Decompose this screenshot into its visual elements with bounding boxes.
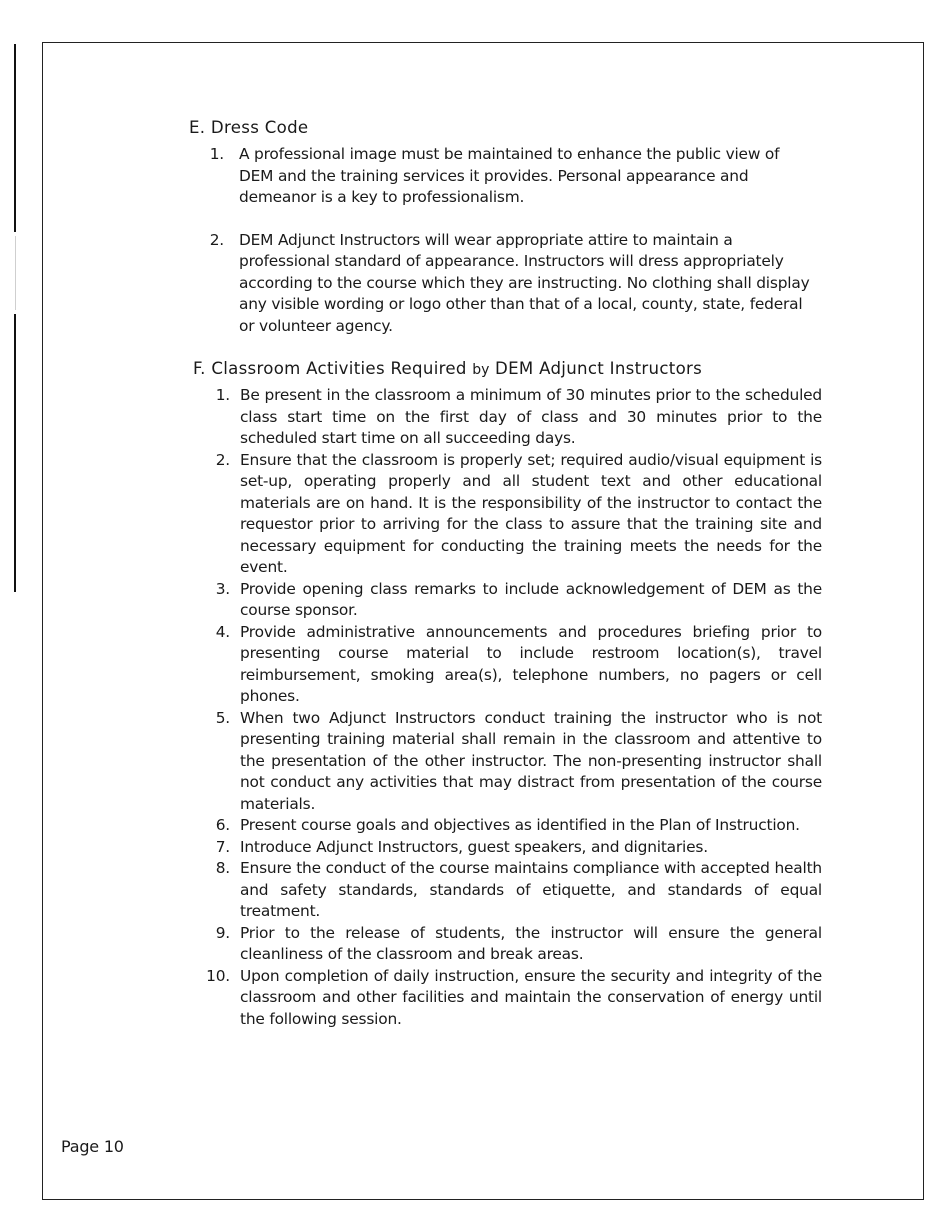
- list-item: [200, 837, 822, 859]
- list-item-number: 4.: [215, 622, 230, 641]
- list-item-text: Ensure that the classroom is properly set; required audio/visual equipment is set-up, operating properly and all student text and other educational materials are on hand. It is the responsibility of the instructor to contact the requestor prior to arriving for the class to assure that the training site and necessary equipment for conducting the training meets the needs for the event.: [240, 450, 822, 576]
- list-item: [200, 923, 822, 966]
- list-item-number: 10.: [206, 966, 230, 985]
- list-item-number: 6.: [215, 816, 230, 834]
- list-item-number: 5.: [215, 708, 230, 727]
- list-item: [200, 858, 822, 923]
- list-item-text: A professional image must be maintained to enhance the public view of DEM and the training services it provides. Personal appearance and demeanor is a key to professionalism.: [239, 145, 780, 206]
- list-item-number: 2.: [209, 230, 224, 249]
- list-item: [200, 815, 822, 837]
- list-item-number: 8.: [215, 859, 230, 877]
- section-f-heading-title: F. Classroom Activities Required: [193, 359, 467, 378]
- list-item-number: 1.: [209, 145, 224, 163]
- dress-code-list: [200, 144, 812, 337]
- list-item-text: Be present in the classroom a minimum of 30 minutes prior to the scheduled class start time on the first day of class and 30 minutes prior to the scheduled start time on all succeeding days.: [240, 386, 822, 447]
- list-item-text: Provide opening class remarks to include acknowledgement of DEM as the course sponsor.: [240, 579, 822, 619]
- page-number: Page 10: [61, 1137, 124, 1156]
- list-item-text: Ensure the conduct of the course maintains compliance with accepted health and safety standards, standards of etiquette, and standards of equal treatment.: [240, 859, 822, 920]
- list-item-text: Provide administrative announcements and procedures briefing prior to presenting course material to include restroom location(s), travel reimbursement, smoking area(s), telephone numbers, no pagers or cell phones.: [240, 622, 822, 705]
- list-item: [200, 230, 812, 338]
- list-item-text: Upon completion of daily instruction, ensure the security and integrity of the classroom and other facilities and maintain the conservation of energy until the following session.: [240, 966, 822, 1028]
- list-item-number: 9.: [215, 923, 230, 942]
- list-item: [200, 144, 812, 209]
- section-e-heading: E. Dress Code: [189, 118, 309, 137]
- list-item-number: 2.: [215, 450, 230, 469]
- list-item-text: DEM Adjunct Instructors will wear appropriate attire to maintain a professional standard of appearance. Instructors will dress appropriately according to the course which they are instructing. No clothing shall display any visible wording or logo other than that of a local, county, state, federal or volunteer agency.: [239, 230, 810, 335]
- list-item-number: 3.: [215, 579, 230, 598]
- list-item-number: 1.: [215, 386, 230, 404]
- list-item: [200, 579, 822, 622]
- list-item-text: Present course goals and objectives as identified in the Plan of Instruction.: [240, 816, 800, 834]
- section-f-heading-subject: DEM Adjunct Instructors: [495, 359, 703, 378]
- list-item: [200, 708, 822, 816]
- list-item: [200, 966, 822, 1031]
- list-item-text: Prior to the release of students, the instructor will ensure the general cleanliness of the classroom and break areas.: [240, 923, 822, 963]
- list-item: [200, 385, 822, 450]
- list-item-number: 7.: [215, 837, 230, 856]
- list-item: [200, 450, 822, 579]
- section-f-heading-by: by: [472, 362, 490, 378]
- classroom-activities-list: [200, 385, 822, 1030]
- list-item-text: Introduce Adjunct Instructors, guest speakers, and dignitaries.: [240, 837, 708, 856]
- section-f-heading: [193, 358, 702, 381]
- list-item-text: When two Adjunct Instructors conduct training the instructor who is not presenting training material shall remain in the classroom and attentive to the presentation of the other instructor. The non-presenting instructor shall not conduct any activities that may distract from presentation of the course materials.: [240, 708, 822, 813]
- list-item: [200, 622, 822, 708]
